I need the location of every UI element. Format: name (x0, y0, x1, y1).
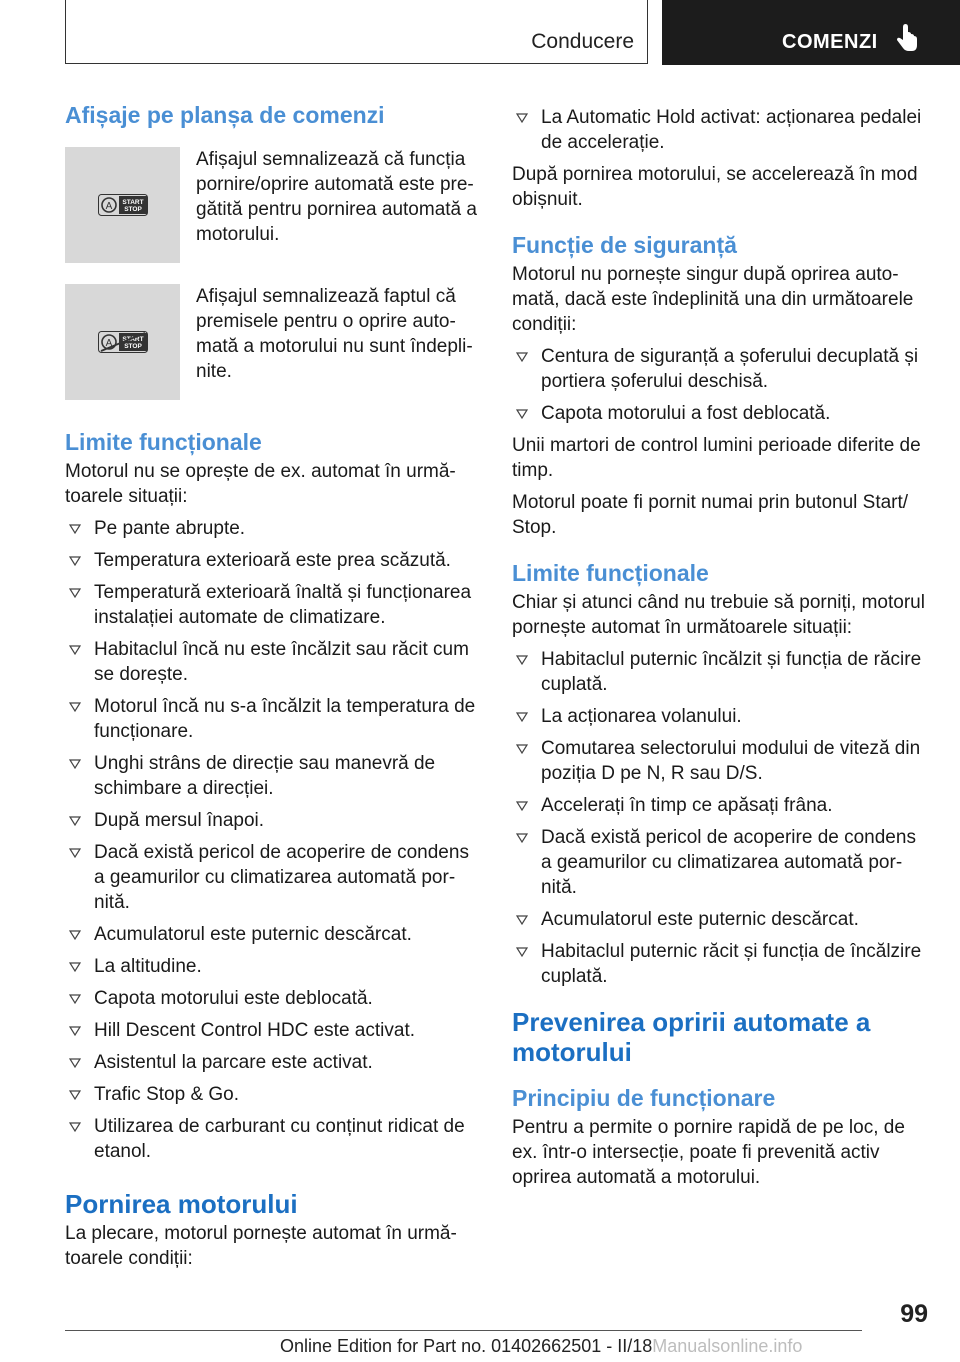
list-item-text: La Automatic Hold activat: acționarea pedalei de accelerație. (541, 107, 922, 153)
triangle-bullet-icon (69, 994, 81, 1004)
list-item-text: Unghi strâns de direcție sau manevră de schimbare a direcției. (94, 753, 436, 799)
indicator-ready-text: Afișajul semnalizează că funcția pornire/oprire automată este pre‐ gătită pentru pornirea automată a motorului. (196, 149, 477, 245)
indicator-image-unavailable (65, 284, 180, 400)
triangle-bullet-icon (69, 848, 81, 858)
list-item (65, 1018, 477, 1043)
list-item (512, 939, 930, 989)
triangle-bullet-icon (69, 556, 81, 566)
list-item (65, 548, 477, 573)
triangle-bullet-icon (69, 930, 81, 940)
heading-displays: Afișaje pe planșa de comenzi (65, 102, 385, 128)
list-item-text: Habitaclul încă nu este încălzit sau răcit cum se dorește. (94, 639, 469, 685)
triangle-bullet-icon (69, 588, 81, 598)
heading-prevent: Prevenirea opririi automate a motorului (512, 1007, 871, 1067)
list-item-text: Habitaclul puternic răcit și funcția de încălzire cuplată. (541, 941, 922, 987)
safety-intro: Motorul nu pornește singur după oprirea auto‐ mată, dacă este îndeplinită una din următoarele condiții: (512, 264, 914, 335)
list-item (65, 1082, 477, 1107)
triangle-bullet-icon (516, 833, 528, 843)
list-item (65, 751, 477, 801)
list-item (512, 793, 930, 818)
engine-start-intro: La plecare, motorul pornește automat în urmă‐ toarele condiții: (65, 1223, 457, 1269)
triangle-bullet-icon (516, 915, 528, 925)
right-column (512, 105, 930, 1190)
list-item-text: Temperatură exterioară înaltă și funcționarea instalației automate de climatizare. (94, 582, 472, 628)
start-after: După pornirea motorului, se accelerează în mod obișnuit. (512, 164, 918, 210)
triangle-bullet-icon (69, 645, 81, 655)
triangle-bullet-icon (69, 524, 81, 534)
list-item-text: Accelerați în timp ce apăsați frâna. (541, 795, 833, 816)
indicator-unavailable-text: Afișajul semnalizează faptul că premisele pentru o oprire auto‐ mată a motorului nu sunt îndepli‐ nite. (196, 286, 473, 382)
list-item (65, 516, 477, 541)
indicator-row-unavailable (65, 284, 477, 400)
heading-limits: Limite funcționale (65, 429, 262, 455)
list-item (65, 808, 477, 833)
list-item (65, 840, 477, 915)
indicator-unavailable-line2: STOP (124, 343, 142, 350)
heading-limits-2: Limite funcționale (512, 560, 709, 586)
list-item (65, 922, 477, 947)
list-item-text: Centura de siguranță a șoferului decuplată și portiera șoferului deschisă. (541, 346, 919, 392)
list-item-text: Acumulatorul este puternic descărcat. (541, 909, 859, 930)
list-item-text: Dacă există pericol de acoperire de condens a geamurilor cu climatizarea automată por‐ nită. (541, 827, 916, 898)
list-item-text: Comutarea selectorului modului de viteză din poziția D pe N, R sau D/S. (541, 738, 921, 784)
triangle-bullet-icon (516, 744, 528, 754)
page-number: 99 (900, 1300, 928, 1328)
list-item-text: Habitaclul puternic încălzit și funcția de răcire cuplată. (541, 649, 922, 695)
safety-list (512, 344, 930, 426)
header-section-title: Conducere (531, 30, 634, 53)
list-item-text: După mersul înapoi. (94, 810, 265, 831)
heading-principle: Principiu de funcționare (512, 1085, 776, 1111)
header-tab-comenzi[interactable] (662, 0, 960, 65)
start-list (512, 105, 930, 155)
triangle-bullet-icon (516, 113, 528, 123)
list-item (65, 637, 477, 687)
footer-watermark: Manualsonline.info (652, 1336, 803, 1356)
limits2-intro: Chiar și atunci când nu trebuie să porniți, motorul pornește automat în următoarele situații: (512, 592, 925, 638)
list-item-text: Temperatura exterioară este prea scăzută. (94, 550, 451, 571)
list-item (65, 1050, 477, 1075)
list-item (512, 401, 930, 426)
list-item-text: Acumulatorul este puternic descărcat. (94, 924, 412, 945)
indicator-image-ready (65, 147, 180, 263)
footer-edition-line (280, 1336, 802, 1357)
list-item (65, 694, 477, 744)
list-item (65, 954, 477, 979)
triangle-bullet-icon (516, 409, 528, 419)
indicator-unavailable-letter: A (105, 338, 113, 349)
triangle-bullet-icon (69, 1058, 81, 1068)
triangle-bullet-icon (69, 702, 81, 712)
footer-divider (65, 1330, 862, 1331)
limits2-list (512, 647, 930, 989)
list-item-text: La acționarea volanului. (541, 706, 742, 727)
list-item-text: Asistentul la parcare este activat. (94, 1052, 373, 1073)
auto-start-stop-ready-icon (98, 194, 148, 216)
list-item (65, 580, 477, 630)
auto-start-stop-unavailable-icon (98, 331, 148, 353)
list-item-text: Hill Descent Control HDC este activat. (94, 1020, 415, 1041)
heading-safety: Funcție de siguranță (512, 232, 737, 258)
safety-p2: Motorul poate fi pornit numai prin butonul Start/ Stop. (512, 492, 909, 538)
list-item-text: Motorul încă nu s-a încălzit la temperatura de funcționare. (94, 696, 476, 742)
triangle-bullet-icon (69, 962, 81, 972)
header-tab-label: COMENZI (782, 31, 878, 53)
limits-list (65, 516, 477, 1164)
list-item (512, 907, 930, 932)
heading-engine-start: Pornirea motorului (65, 1189, 298, 1219)
left-column (65, 100, 477, 1271)
limits-intro: Motorul nu se oprește de ex. automat în urmă‐ toarele situații: (65, 461, 456, 507)
list-item-text: Trafic Stop & Go. (94, 1084, 240, 1105)
triangle-bullet-icon (516, 655, 528, 665)
list-item-text: Capota motorului este deblocată. (94, 988, 373, 1009)
triangle-bullet-icon (516, 352, 528, 362)
list-item (512, 105, 930, 155)
list-item (512, 344, 930, 394)
triangle-bullet-icon (69, 759, 81, 769)
list-item-text: La altitudine. (94, 956, 202, 977)
triangle-bullet-icon (69, 1090, 81, 1100)
indicator-row-ready (65, 147, 477, 263)
triangle-bullet-icon (516, 947, 528, 957)
list-item-text: Dacă există pericol de acoperire de condens a geamurilor cu climatizarea automată por‐ nită. (94, 842, 469, 913)
list-item (512, 704, 930, 729)
triangle-bullet-icon (69, 1122, 81, 1132)
indicator-ready-line1: START (122, 199, 144, 206)
hand-pointer-icon (894, 24, 920, 54)
list-item (512, 647, 930, 697)
footer-edition: Online Edition for Part no. 01402662501 - II/18 (280, 1336, 653, 1356)
triangle-bullet-icon (516, 712, 528, 722)
list-item (65, 986, 477, 1011)
indicator-unavailable-line1: START (122, 336, 144, 343)
list-item-text: Capota motorului a fost deblocată. (541, 403, 831, 424)
safety-p1: Unii martori de control lumini perioade diferite de timp. (512, 435, 921, 481)
indicator-ready-letter: A (105, 201, 113, 212)
triangle-bullet-icon (69, 816, 81, 826)
list-item (512, 825, 930, 900)
list-item (512, 736, 930, 786)
list-item-text: Utilizarea de carburant cu conținut ridicat de etanol. (94, 1116, 465, 1162)
list-item (65, 1114, 477, 1164)
indicator-ready-line2: STOP (124, 206, 142, 213)
list-item-text: Pe pante abrupte. (94, 518, 246, 539)
triangle-bullet-icon (516, 801, 528, 811)
triangle-bullet-icon (69, 1026, 81, 1036)
principle-text: Pentru a permite o pornire rapidă de pe loc, de ex. într-o intersecție, poate fi prevenită activ oprirea automată a motorului. (512, 1117, 905, 1188)
